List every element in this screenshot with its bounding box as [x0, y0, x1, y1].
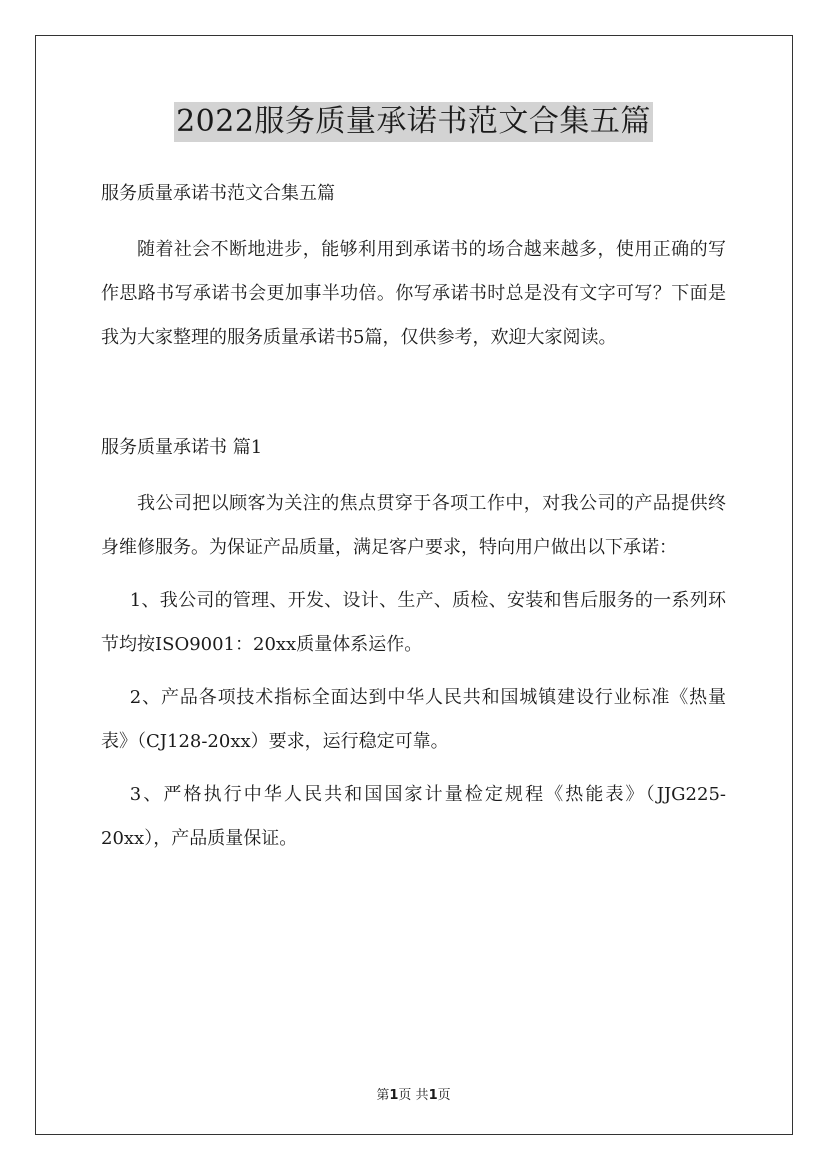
document-title: 2022服务质量承诺书范文合集五篇: [174, 102, 653, 142]
document-body: [101, 172, 726, 861]
intro-paragraph: 随着社会不断地进步，能够利用到承诺书的场合越来越多，使用正确的写作思路书写承诺书会更加事半功倍。你写承诺书时总是没有文字可写？下面是我为大家整理的服务质量承诺书5篇，仅供参考，欢迎大家阅读。: [101, 239, 726, 348]
section-heading: 服务质量承诺书 篇1: [101, 437, 263, 458]
footer-mid: 页 共: [398, 1088, 429, 1103]
section-paragraph: 我公司把以顾客为关注的焦点贯穿于各项工作中，对我公司的产品提供终身维修服务。为保证产品质量，满足客户要求，特向用户做出以下承诺：: [101, 493, 726, 558]
subtitle: 服务质量承诺书范文合集五篇: [101, 183, 335, 204]
footer-prefix: 第: [376, 1088, 390, 1103]
section-gap: [101, 360, 726, 426]
footer-page-number: 1: [389, 1088, 399, 1103]
title-container: [0, 102, 827, 142]
commitment-item-2: 2、产品各项技术指标全面达到中华人民共和国城镇建设行业标准《热量表》（CJ128-20xx）要求，运行稳定可靠。: [101, 687, 726, 752]
page-footer: [0, 1084, 827, 1103]
commitment-item-3: 3、严格执行中华人民共和国国家计量检定规程《热能表》（JJG225-20xx），产品质量保证。: [101, 784, 726, 849]
footer-page-total: 1: [428, 1088, 438, 1103]
footer-suffix: 页: [437, 1088, 451, 1103]
commitment-item-1: 1、我公司的管理、开发、设计、生产、质检、安装和售后服务的一系列环节均按ISO9001：20xx质量体系运作。: [101, 590, 726, 655]
